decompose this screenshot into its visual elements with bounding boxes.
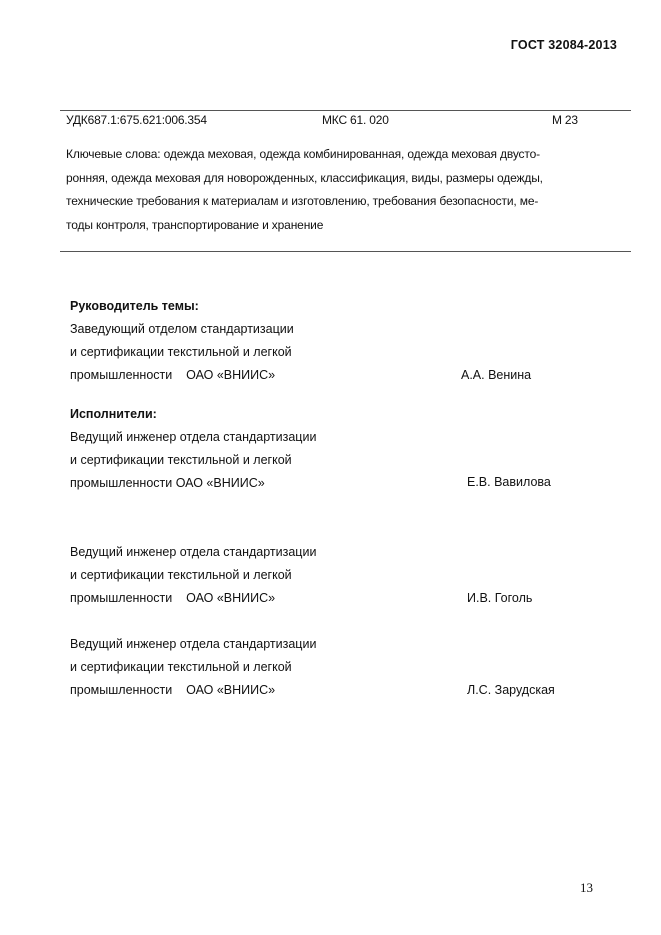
top-rule [60,110,631,111]
keywords-line: тоды контроля, транспортирование и хранение [66,217,324,232]
leader-block [70,295,294,387]
executor-name: И.В. Гоголь [467,591,533,605]
position-line: промышленности ОАО «ВНИИС» [70,476,265,490]
leader-name: А.А. Венина [461,368,532,382]
position-line: Ведущий инженер отдела стандартизации [70,637,317,651]
keywords-line: технические требования к материалам и изготовлению, требования безопасности, ме- [66,194,539,208]
keywords-line: Ключевые слова: одежда меховая, одежда комбинированная, одежда меховая двусто- [66,147,540,161]
bottom-rule [60,251,631,252]
classification-code: М 23 [552,113,578,127]
position-line: и сертификации текстильной и легкой [70,660,292,674]
mks-code: МКС 61. 020 [322,113,389,127]
executors-heading: Исполнители: [70,407,157,421]
keywords-paragraph [66,143,626,237]
position-line: Ведущий инженер отдела стандартизации [70,430,317,444]
position-line: и сертификации текстильной и легкой [70,453,292,467]
executor-block [70,633,316,702]
position-line: и сертификации текстильной и легкой [70,345,292,359]
position-line: промышленности ОАО «ВНИИС» [70,591,276,605]
executor-name: Е.В. Вавилова [467,475,551,489]
position-line: промышленности ОАО «ВНИИС» [70,368,276,382]
keywords-line: ронняя, одежда меховая для новорожденных, классификация, виды, размеры одежды, [66,170,543,185]
executor-name: Л.С. Зарудская [467,683,555,697]
position-line: Ведущий инженер отдела стандартизации [70,545,317,559]
udk-code: УДК687.1:675.621:006.354 [66,113,207,127]
executor-block [70,403,316,495]
leader-heading: Руководитель темы: [70,299,199,313]
executor-block [70,541,316,610]
position-line: Заведующий отделом стандартизации [70,322,294,336]
position-line: промышленности ОАО «ВНИИС» [70,683,276,697]
standard-code: ГОСТ 32084-2013 [510,38,617,52]
page-number: 13 [580,880,593,895]
position-line: и сертификации текстильной и легкой [70,568,292,582]
